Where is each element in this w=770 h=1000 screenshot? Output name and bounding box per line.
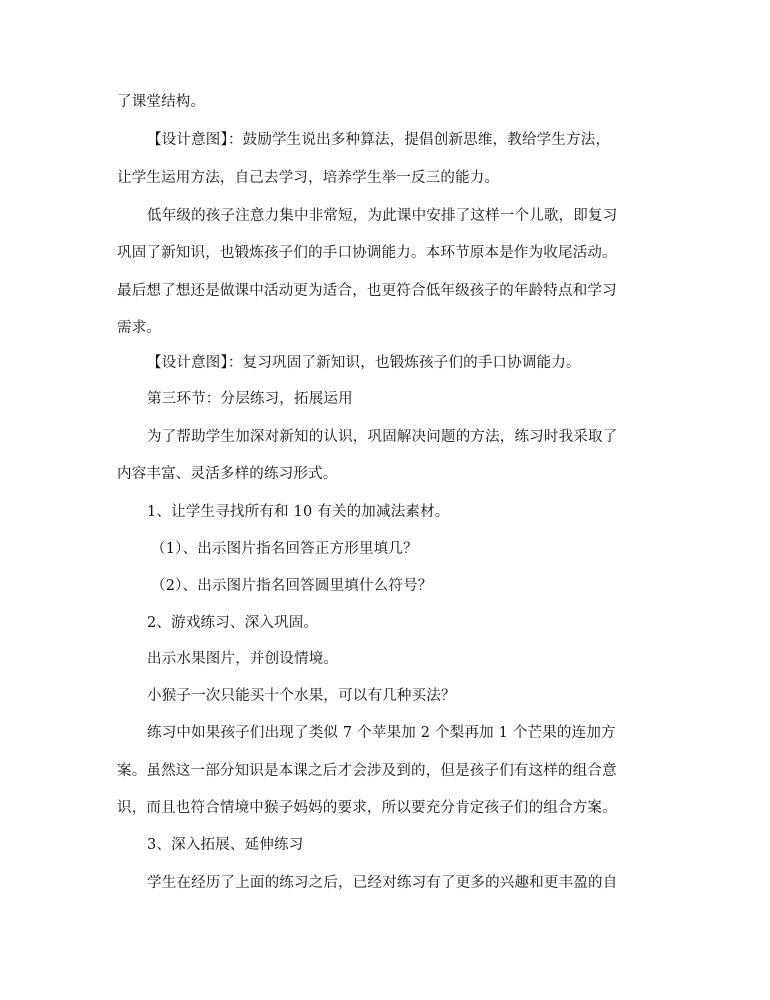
paragraph-line: 案。虽然这一部分知识是本课之后才会涉及到的，但是孩子们有这样的组合意 (117, 763, 617, 779)
paragraph-line: 练习中如果孩子们出现了类似 7 个苹果加 2 个梨再加 1 个芒果的连加方 (147, 725, 616, 741)
paragraph-line: 学生在经历了上面的练习之后，已经对练习有了更多的兴趣和更丰盈的自 (147, 875, 618, 891)
sub-list-item: （2）、出示图片指名回答圆里填什么符号？ (151, 578, 433, 594)
paragraph-line: 出示水果图片，并创设情境。 (147, 651, 339, 667)
paragraph-line: 内容丰富、灵活多样的练习形式。 (117, 466, 338, 482)
list-item: 1、让学生寻找所有和 10 有关的加减法素材。 (147, 504, 450, 520)
paragraph-line: 了课堂结构。 (117, 94, 206, 110)
list-item: 2、游戏练习、深入巩固。 (147, 615, 319, 631)
design-intent-line: 【设计意图】：复习巩固了新知识，也锻炼孩子们的手口协调能力。 (147, 355, 581, 371)
paragraph-line: 为了帮助学生加深对新知的认识，巩固解决问题的方法，练习时我采取了 (147, 429, 618, 445)
paragraph-line: 小猴子一次只能买十个水果，可以有几种买法？ (147, 688, 456, 704)
list-item: 3、深入拓展、延伸练习 (147, 837, 304, 853)
design-intent-line: 【设计意图】：鼓励学生说出多种算法，提倡创新思维，教给学生方法， (147, 132, 611, 148)
section-heading: 第三环节：分层练习，拓展运用 (147, 391, 353, 407)
paragraph-line: 巩固了新知识，也锻炼孩子们的手口协调能力。本环节原本是作为收尾活动。 (117, 245, 617, 261)
sub-list-item: （1）、出示图片指名回答正方形里填几？ (151, 541, 418, 557)
paragraph-line: 低年级的孩子注意力集中非常短，为此课中安排了这样一个儿歌，即复习 (147, 208, 618, 224)
paragraph-line: 识，而且也符合情境中猴子妈妈的要求，所以要充分肯定孩子们的组合方案。 (117, 800, 617, 816)
paragraph-line: 最后想了想还是做课中活动更为适合，也更符合低年级孩子的年龄特点和学习 (117, 283, 617, 299)
paragraph-line: 让学生运用方法，自己去学习，培养学生举一反三的能力。 (117, 170, 500, 186)
paragraph-line: 需求。 (117, 320, 162, 336)
